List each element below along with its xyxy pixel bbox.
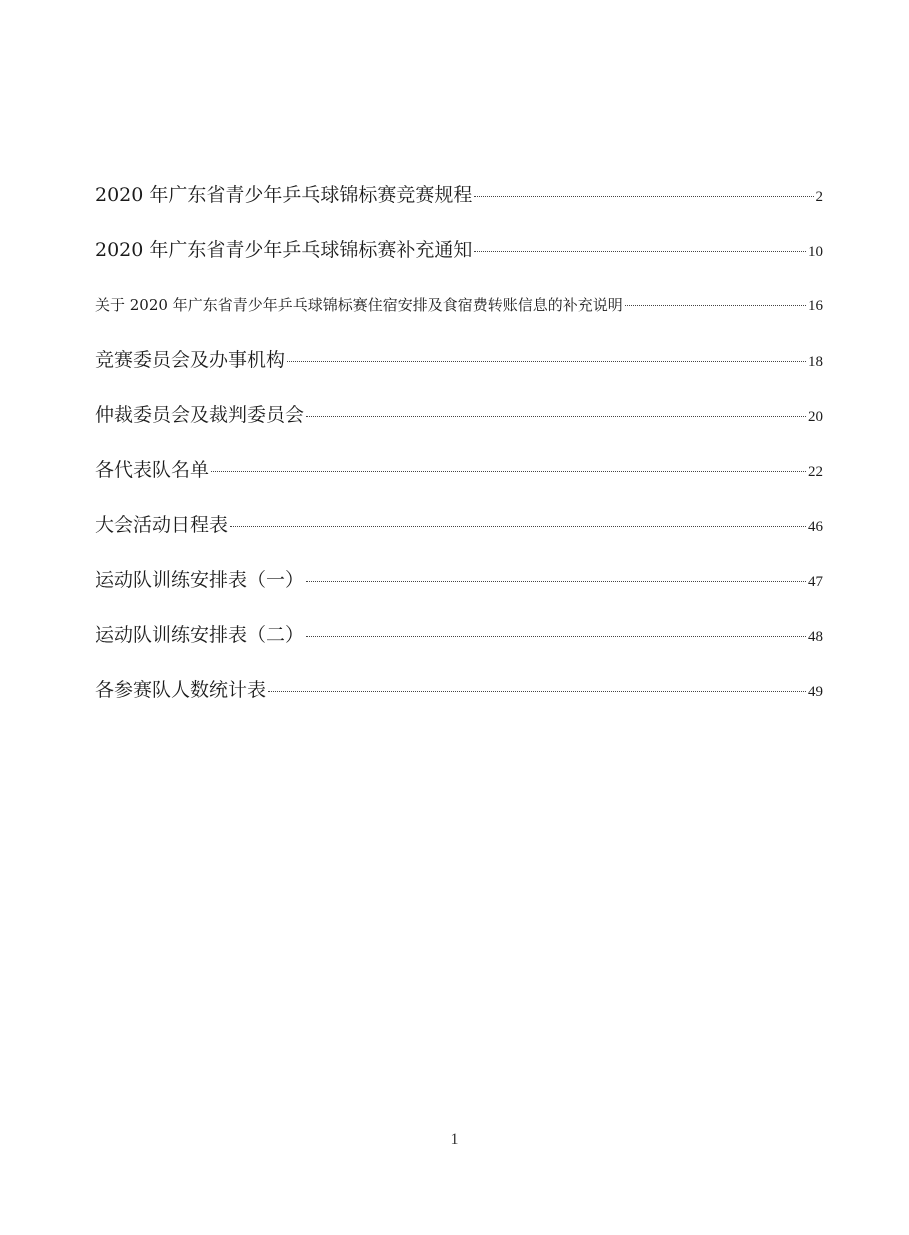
toc-dot-leader	[474, 196, 813, 197]
toc-entry-rules[interactable]	[95, 176, 823, 231]
toc-entry-page: 22	[808, 464, 823, 480]
toc-dot-leader	[474, 251, 806, 252]
toc-entry-title: 2020 年广东省青少年乒乓球锦标赛竞赛规程	[95, 184, 473, 206]
toc-entry-page: 48	[808, 629, 823, 645]
toc-entry-title: 2020 年广东省青少年乒乓球锦标赛补充通知	[95, 239, 473, 261]
toc-entry-accommodation-note[interactable]	[95, 286, 823, 341]
table-of-contents	[95, 176, 823, 726]
toc-entry-supplementary-notice[interactable]	[95, 231, 823, 286]
toc-entry-page: 18	[808, 354, 823, 370]
toc-dot-leader	[211, 471, 806, 472]
toc-entry-title: 仲裁委员会及裁判委员会	[95, 404, 305, 426]
toc-entry-competition-committee[interactable]	[95, 341, 823, 396]
toc-entry-title: 关于 2020 年广东省青少年乒乓球锦标赛住宿安排及食宿费转账信息的补充说明	[95, 296, 623, 314]
toc-entry-event-schedule[interactable]	[95, 506, 823, 561]
toc-entry-arbitration-committee[interactable]	[95, 396, 823, 451]
toc-dot-leader	[287, 361, 806, 362]
toc-dot-leader	[306, 416, 806, 417]
toc-entry-title: 大会活动日程表	[95, 514, 229, 536]
page-number: 1	[450, 1131, 459, 1148]
toc-entry-title: 竞赛委员会及办事机构	[95, 349, 286, 371]
toc-dot-leader	[230, 526, 806, 527]
toc-entry-training-schedule-1[interactable]	[95, 561, 823, 616]
toc-entry-title: 运动队训练安排表（二）	[95, 624, 305, 646]
toc-entry-page: 10	[808, 244, 823, 260]
toc-entry-participant-statistics[interactable]	[95, 671, 823, 726]
toc-entry-page: 16	[808, 298, 823, 314]
toc-entry-team-roster[interactable]	[95, 451, 823, 506]
toc-dot-leader	[306, 636, 806, 637]
toc-dot-leader	[268, 691, 806, 692]
toc-entry-page: 20	[808, 409, 823, 425]
toc-entry-training-schedule-2[interactable]	[95, 616, 823, 671]
toc-entry-title: 各参赛队人数统计表	[95, 679, 267, 701]
toc-entry-page: 47	[808, 574, 823, 590]
toc-entry-page: 2	[815, 189, 823, 205]
toc-entry-page: 49	[808, 684, 823, 700]
toc-dot-leader	[306, 581, 806, 582]
toc-entry-title: 运动队训练安排表（一）	[95, 569, 305, 591]
toc-entry-page: 46	[808, 519, 823, 535]
toc-dot-leader	[625, 305, 806, 306]
toc-entry-title: 各代表队名单	[95, 459, 210, 481]
